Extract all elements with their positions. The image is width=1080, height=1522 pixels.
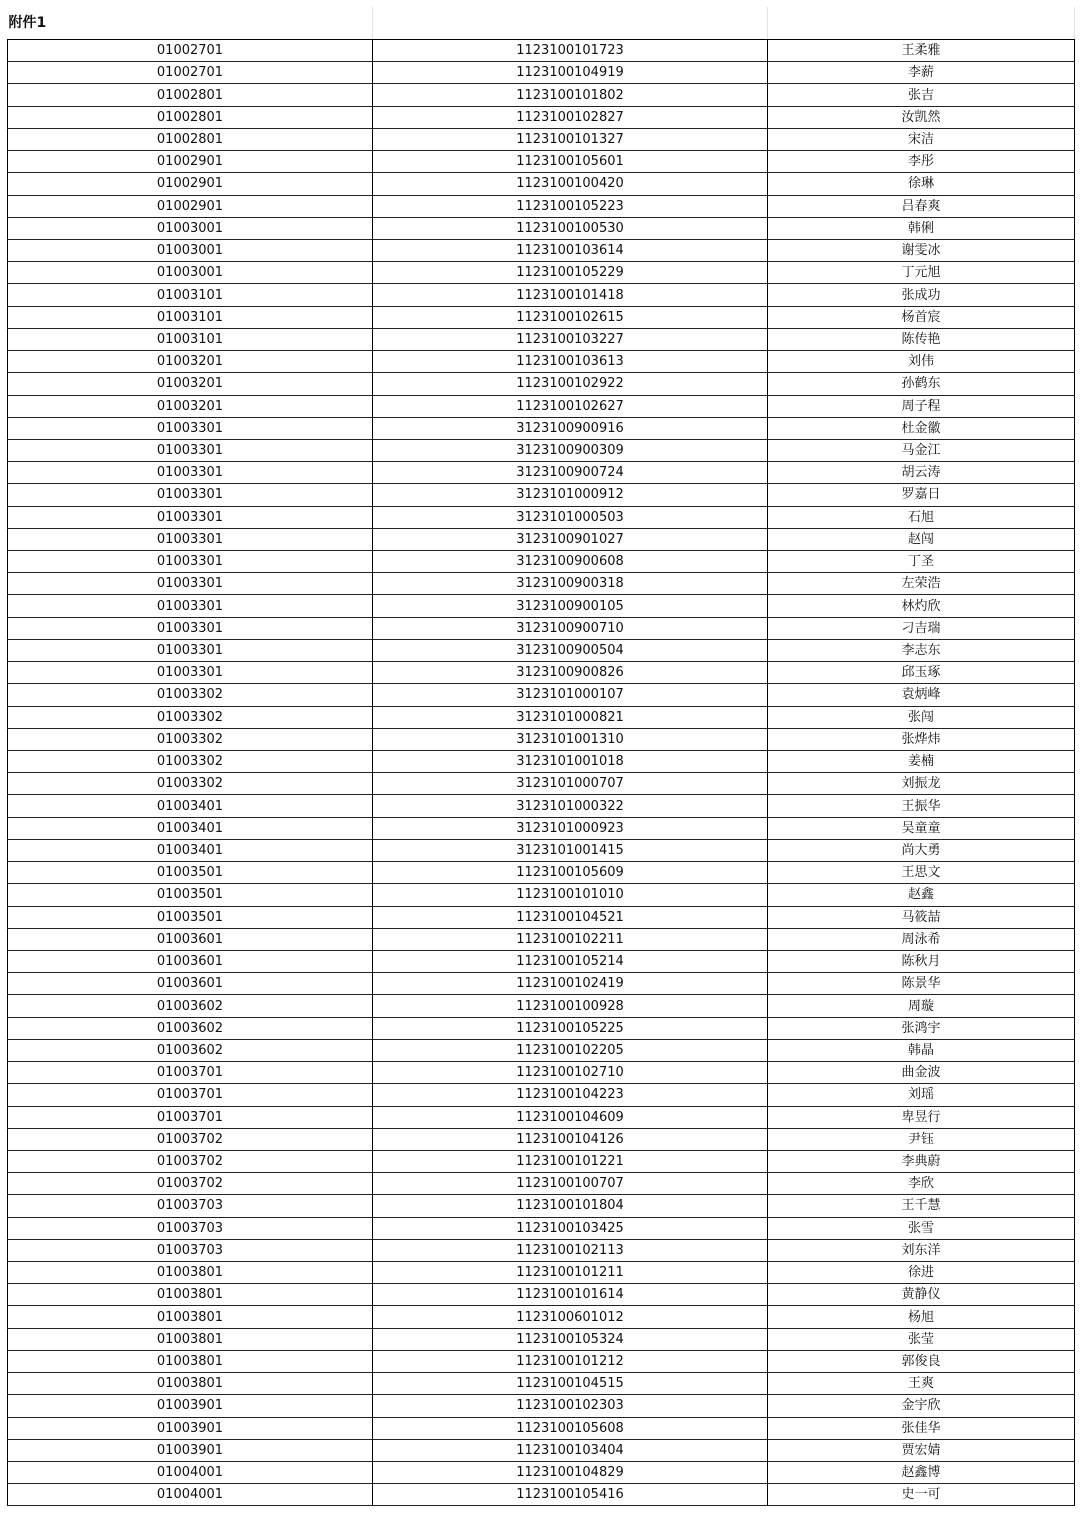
- sheet-title[interactable]: 附件1: [8, 7, 373, 40]
- table-row: [8, 1106, 1075, 1128]
- code-cell[interactable]: 01003201: [8, 351, 373, 373]
- name-cell[interactable]: 丁圣: [768, 551, 1075, 573]
- table-row: [8, 817, 1075, 839]
- code-cell[interactable]: 01003302: [8, 728, 373, 750]
- code-cell[interactable]: 01002701: [8, 62, 373, 84]
- id-cell[interactable]: 3123100900504: [373, 639, 768, 661]
- name-cell[interactable]: 左荣浩: [768, 573, 1075, 595]
- code-cell[interactable]: 01003302: [8, 706, 373, 728]
- id-cell[interactable]: 1123100104126: [373, 1128, 768, 1150]
- name-cell[interactable]: 张莹: [768, 1328, 1075, 1350]
- code-cell[interactable]: 01003703: [8, 1239, 373, 1261]
- id-cell[interactable]: 1123100102211: [373, 928, 768, 950]
- id-cell[interactable]: 3123100900608: [373, 551, 768, 573]
- name-cell[interactable]: 刘振龙: [768, 773, 1075, 795]
- code-cell[interactable]: 01003602: [8, 1017, 373, 1039]
- name-cell[interactable]: 王千慧: [768, 1195, 1075, 1217]
- id-cell[interactable]: 3123101000707: [373, 773, 768, 795]
- table-row: [8, 973, 1075, 995]
- table-row: [8, 795, 1075, 817]
- name-cell[interactable]: 胡云涛: [768, 462, 1075, 484]
- id-cell[interactable]: 1123100601012: [373, 1306, 768, 1328]
- table-row: [8, 995, 1075, 1017]
- id-cell[interactable]: 1123100104521: [373, 906, 768, 928]
- code-cell[interactable]: 01003301: [8, 484, 373, 506]
- id-cell[interactable]: 1123100103613: [373, 351, 768, 373]
- code-cell[interactable]: 01003501: [8, 906, 373, 928]
- id-cell[interactable]: 3123101000912: [373, 484, 768, 506]
- id-cell[interactable]: 1123100101614: [373, 1284, 768, 1306]
- table-row: [8, 173, 1075, 195]
- name-cell[interactable]: 杨首宸: [768, 306, 1075, 328]
- table-row: [8, 128, 1075, 150]
- code-cell[interactable]: 01003601: [8, 950, 373, 972]
- code-cell[interactable]: 01003302: [8, 773, 373, 795]
- name-cell[interactable]: 马金江: [768, 439, 1075, 461]
- id-cell[interactable]: 1123100105324: [373, 1328, 768, 1350]
- id-cell[interactable]: 1123100101723: [373, 40, 768, 62]
- code-cell[interactable]: 01003302: [8, 684, 373, 706]
- code-cell[interactable]: 01002901: [8, 195, 373, 217]
- table-row: [8, 1306, 1075, 1328]
- table-row: [8, 1150, 1075, 1172]
- name-cell[interactable]: 陈景华: [768, 973, 1075, 995]
- id-cell[interactable]: 1123100105416: [373, 1484, 768, 1506]
- name-cell[interactable]: 王柔雅: [768, 40, 1075, 62]
- code-cell[interactable]: 01003701: [8, 1106, 373, 1128]
- name-cell[interactable]: 汝凯然: [768, 106, 1075, 128]
- id-cell[interactable]: 3123100900105: [373, 595, 768, 617]
- table-row: [8, 40, 1075, 62]
- name-cell[interactable]: 黄静仪: [768, 1284, 1075, 1306]
- table-row: [8, 1417, 1075, 1439]
- id-cell[interactable]: 1123100105225: [373, 1017, 768, 1039]
- code-cell[interactable]: 01002901: [8, 173, 373, 195]
- table-row: [8, 773, 1075, 795]
- table-row: [8, 84, 1075, 106]
- name-cell[interactable]: 陈传艳: [768, 328, 1075, 350]
- code-cell[interactable]: 01003301: [8, 551, 373, 573]
- code-cell[interactable]: 01003401: [8, 839, 373, 861]
- table-row: [8, 1262, 1075, 1284]
- name-cell[interactable]: 吴童童: [768, 817, 1075, 839]
- table-row: [8, 195, 1075, 217]
- table-row: [8, 1217, 1075, 1239]
- code-cell[interactable]: 01003201: [8, 395, 373, 417]
- name-cell[interactable]: 谢雯冰: [768, 239, 1075, 261]
- code-cell[interactable]: 01003702: [8, 1150, 373, 1172]
- code-cell[interactable]: 01003702: [8, 1173, 373, 1195]
- id-cell[interactable]: 1123100102303: [373, 1395, 768, 1417]
- table-row: [8, 662, 1075, 684]
- name-cell[interactable]: 李欣: [768, 1173, 1075, 1195]
- id-cell[interactable]: 1123100101221: [373, 1150, 768, 1172]
- code-cell[interactable]: 01003901: [8, 1417, 373, 1439]
- table-body: [8, 7, 1075, 1506]
- name-cell[interactable]: 邱玉琢: [768, 662, 1075, 684]
- table-row: [8, 1484, 1075, 1506]
- id-cell[interactable]: 1123100105609: [373, 862, 768, 884]
- name-cell[interactable]: 丁元旭: [768, 262, 1075, 284]
- name-cell[interactable]: 宋洁: [768, 128, 1075, 150]
- code-cell[interactable]: 01002801: [8, 106, 373, 128]
- code-cell[interactable]: 01003801: [8, 1262, 373, 1284]
- code-cell[interactable]: 01003702: [8, 1128, 373, 1150]
- name-cell[interactable]: 李志东: [768, 639, 1075, 661]
- id-cell[interactable]: 3123101000503: [373, 506, 768, 528]
- code-cell[interactable]: 01003501: [8, 884, 373, 906]
- id-cell[interactable]: 1123100101802: [373, 84, 768, 106]
- id-cell[interactable]: 1123100104515: [373, 1373, 768, 1395]
- name-cell[interactable]: 周泳希: [768, 928, 1075, 950]
- code-cell[interactable]: 01003001: [8, 239, 373, 261]
- table-row: [8, 884, 1075, 906]
- table-row: [8, 751, 1075, 773]
- table-row: [8, 506, 1075, 528]
- id-cell[interactable]: 3123101000322: [373, 795, 768, 817]
- name-cell[interactable]: 李彤: [768, 151, 1075, 173]
- id-cell[interactable]: 1123100100420: [373, 173, 768, 195]
- table-row: [8, 1373, 1075, 1395]
- id-cell[interactable]: 3123101001310: [373, 728, 768, 750]
- table-row: [8, 1439, 1075, 1461]
- name-cell[interactable]: 郭俊良: [768, 1350, 1075, 1372]
- table-row: [8, 595, 1075, 617]
- name-cell[interactable]: 卑昱行: [768, 1106, 1075, 1128]
- name-cell[interactable]: 曲金波: [768, 1062, 1075, 1084]
- code-cell[interactable]: 01004001: [8, 1462, 373, 1484]
- id-cell[interactable]: 1123100103425: [373, 1217, 768, 1239]
- id-cell[interactable]: 1123100101010: [373, 884, 768, 906]
- table-row: [8, 639, 1075, 661]
- code-cell[interactable]: 01003801: [8, 1350, 373, 1372]
- name-cell[interactable]: 张鸿宇: [768, 1017, 1075, 1039]
- name-cell[interactable]: 王爽: [768, 1373, 1075, 1395]
- code-cell[interactable]: 01003301: [8, 506, 373, 528]
- table-row: [8, 906, 1075, 928]
- table-row: [8, 351, 1075, 373]
- table-row: [8, 373, 1075, 395]
- table-row: [8, 284, 1075, 306]
- name-cell[interactable]: 刘伟: [768, 351, 1075, 373]
- table-row: [8, 1084, 1075, 1106]
- id-cell[interactable]: 1123100101211: [373, 1262, 768, 1284]
- table-row: [8, 839, 1075, 861]
- table-row: [8, 62, 1075, 84]
- table-row: [8, 217, 1075, 239]
- id-cell[interactable]: 1123100105601: [373, 151, 768, 173]
- table-row: [8, 1039, 1075, 1061]
- id-cell[interactable]: 3123100900826: [373, 662, 768, 684]
- name-cell[interactable]: 李薪: [768, 62, 1075, 84]
- id-cell[interactable]: 1123100101212: [373, 1350, 768, 1372]
- code-cell[interactable]: 01003101: [8, 328, 373, 350]
- id-cell[interactable]: 1123100104223: [373, 1084, 768, 1106]
- name-cell[interactable]: 王振华: [768, 795, 1075, 817]
- name-cell[interactable]: 陈秋月: [768, 950, 1075, 972]
- id-cell[interactable]: 3123101000923: [373, 817, 768, 839]
- table-row: [8, 617, 1075, 639]
- code-cell[interactable]: 01003301: [8, 595, 373, 617]
- name-cell[interactable]: 马筱喆: [768, 906, 1075, 928]
- id-cell[interactable]: 1123100105223: [373, 195, 768, 217]
- id-cell[interactable]: 1123100101804: [373, 1195, 768, 1217]
- name-cell[interactable]: 刘东洋: [768, 1239, 1075, 1261]
- table-row: [8, 239, 1075, 261]
- id-cell[interactable]: 1123100102419: [373, 973, 768, 995]
- table-row: [8, 862, 1075, 884]
- id-cell[interactable]: 1123100102615: [373, 306, 768, 328]
- table-row: [8, 1328, 1075, 1350]
- table-row: [8, 1462, 1075, 1484]
- id-cell[interactable]: 1123100105229: [373, 262, 768, 284]
- name-cell[interactable]: 张成功: [768, 284, 1075, 306]
- table-row: [8, 1284, 1075, 1306]
- table-row: [8, 484, 1075, 506]
- table-row: [8, 462, 1075, 484]
- name-cell[interactable]: 徐琳: [768, 173, 1075, 195]
- empty-cell[interactable]: [768, 7, 1075, 40]
- code-cell[interactable]: 01003801: [8, 1373, 373, 1395]
- name-cell[interactable]: 林灼欣: [768, 595, 1075, 617]
- table-row: [8, 1128, 1075, 1150]
- name-cell[interactable]: 张吉: [768, 84, 1075, 106]
- table-row: [8, 1350, 1075, 1372]
- name-cell[interactable]: 韩晶: [768, 1039, 1075, 1061]
- name-cell[interactable]: 袁炳峰: [768, 684, 1075, 706]
- id-cell[interactable]: 1123100103404: [373, 1439, 768, 1461]
- table-row: [8, 151, 1075, 173]
- id-cell[interactable]: 3123100901027: [373, 528, 768, 550]
- id-cell[interactable]: 1123100105214: [373, 950, 768, 972]
- name-cell[interactable]: 金宇欣: [768, 1395, 1075, 1417]
- name-cell[interactable]: 石旭: [768, 506, 1075, 528]
- code-cell[interactable]: 01002701: [8, 40, 373, 62]
- table-row: [8, 1062, 1075, 1084]
- code-cell[interactable]: 01003301: [8, 617, 373, 639]
- table-row: [8, 417, 1075, 439]
- table-row: [8, 1017, 1075, 1039]
- name-cell[interactable]: 李典蔚: [768, 1150, 1075, 1172]
- id-cell[interactable]: 1123100104829: [373, 1462, 768, 1484]
- code-cell[interactable]: 01003801: [8, 1328, 373, 1350]
- code-cell[interactable]: 01002801: [8, 128, 373, 150]
- code-cell[interactable]: 01003901: [8, 1439, 373, 1461]
- id-cell[interactable]: 3123101001415: [373, 839, 768, 861]
- code-cell[interactable]: 01004001: [8, 1484, 373, 1506]
- id-cell[interactable]: 1123100101418: [373, 284, 768, 306]
- code-cell[interactable]: 01003301: [8, 639, 373, 661]
- id-cell[interactable]: 1123100102710: [373, 1062, 768, 1084]
- code-cell[interactable]: 01003801: [8, 1306, 373, 1328]
- name-cell[interactable]: 张雪: [768, 1217, 1075, 1239]
- name-cell[interactable]: 吕春爽: [768, 195, 1075, 217]
- id-cell[interactable]: 3123101000107: [373, 684, 768, 706]
- name-cell[interactable]: 徐进: [768, 1262, 1075, 1284]
- id-cell[interactable]: 3123101001018: [373, 751, 768, 773]
- name-cell[interactable]: 赵鑫: [768, 884, 1075, 906]
- code-cell[interactable]: 01003703: [8, 1195, 373, 1217]
- table-row: [8, 439, 1075, 461]
- code-cell[interactable]: 01003703: [8, 1217, 373, 1239]
- name-cell[interactable]: 韩俐: [768, 217, 1075, 239]
- empty-cell[interactable]: [373, 7, 768, 40]
- code-cell[interactable]: 01003301: [8, 528, 373, 550]
- table-row: [8, 306, 1075, 328]
- code-cell[interactable]: 01003401: [8, 795, 373, 817]
- name-cell[interactable]: 张闯: [768, 706, 1075, 728]
- code-cell[interactable]: 01003101: [8, 284, 373, 306]
- code-cell[interactable]: 01003001: [8, 217, 373, 239]
- table-row: [8, 728, 1075, 750]
- table-row: [8, 928, 1075, 950]
- name-cell[interactable]: 周璇: [768, 995, 1075, 1017]
- id-cell[interactable]: 3123100900309: [373, 439, 768, 461]
- name-cell[interactable]: 刘瑶: [768, 1084, 1075, 1106]
- name-cell[interactable]: 罗嘉日: [768, 484, 1075, 506]
- code-cell[interactable]: 01003401: [8, 817, 373, 839]
- code-cell[interactable]: 01003201: [8, 373, 373, 395]
- table-row: [8, 1239, 1075, 1261]
- code-cell[interactable]: 01003501: [8, 862, 373, 884]
- id-cell[interactable]: 1123100103227: [373, 328, 768, 350]
- code-cell[interactable]: 01003801: [8, 1284, 373, 1306]
- code-cell[interactable]: 01003101: [8, 306, 373, 328]
- name-cell[interactable]: 杨旭: [768, 1306, 1075, 1328]
- table-row: [8, 328, 1075, 350]
- table-row: [8, 1173, 1075, 1195]
- id-cell[interactable]: 3123101000821: [373, 706, 768, 728]
- code-cell[interactable]: 01003602: [8, 1039, 373, 1061]
- table-row: [8, 528, 1075, 550]
- code-cell[interactable]: 01002901: [8, 151, 373, 173]
- id-cell[interactable]: 1123100101327: [373, 128, 768, 150]
- table-row: [8, 262, 1075, 284]
- code-cell[interactable]: 01003301: [8, 662, 373, 684]
- table-row: [8, 395, 1075, 417]
- name-cell[interactable]: 史一可: [768, 1484, 1075, 1506]
- table-row: [8, 573, 1075, 595]
- code-cell[interactable]: 01003701: [8, 1084, 373, 1106]
- name-cell[interactable]: 张佳华: [768, 1417, 1075, 1439]
- code-cell[interactable]: 01003301: [8, 439, 373, 461]
- code-cell[interactable]: 01003301: [8, 573, 373, 595]
- code-cell[interactable]: 01003601: [8, 928, 373, 950]
- id-cell[interactable]: 1123100104609: [373, 1106, 768, 1128]
- table-row: [8, 950, 1075, 972]
- code-cell[interactable]: 01003601: [8, 973, 373, 995]
- name-cell[interactable]: 张烨炜: [768, 728, 1075, 750]
- id-cell[interactable]: 3123100900318: [373, 573, 768, 595]
- code-cell[interactable]: 01002801: [8, 84, 373, 106]
- table-row: [8, 684, 1075, 706]
- name-cell[interactable]: 王思文: [768, 862, 1075, 884]
- table-row: [8, 706, 1075, 728]
- title-row: [8, 7, 1075, 40]
- table-row: [8, 1395, 1075, 1417]
- id-cell[interactable]: 1123100100707: [373, 1173, 768, 1195]
- name-cell[interactable]: 孙鹤东: [768, 373, 1075, 395]
- name-cell[interactable]: 姜楠: [768, 751, 1075, 773]
- id-cell[interactable]: 1123100102205: [373, 1039, 768, 1061]
- id-cell[interactable]: 1123100100530: [373, 217, 768, 239]
- name-cell[interactable]: 赵鑫博: [768, 1462, 1075, 1484]
- name-cell[interactable]: 尚大勇: [768, 839, 1075, 861]
- id-cell[interactable]: 1123100104919: [373, 62, 768, 84]
- name-cell[interactable]: 刁吉瑞: [768, 617, 1075, 639]
- code-cell[interactable]: 01003301: [8, 462, 373, 484]
- id-cell[interactable]: 1123100103614: [373, 239, 768, 261]
- id-cell[interactable]: 1123100102627: [373, 395, 768, 417]
- id-cell[interactable]: 1123100100928: [373, 995, 768, 1017]
- code-cell[interactable]: 01003701: [8, 1062, 373, 1084]
- name-cell[interactable]: 贾宏婧: [768, 1439, 1075, 1461]
- id-cell[interactable]: 1123100102113: [373, 1239, 768, 1261]
- code-cell[interactable]: 01003602: [8, 995, 373, 1017]
- name-cell[interactable]: 周子程: [768, 395, 1075, 417]
- id-cell[interactable]: 1123100102827: [373, 106, 768, 128]
- code-cell[interactable]: 01003001: [8, 262, 373, 284]
- code-cell[interactable]: 01003901: [8, 1395, 373, 1417]
- id-cell[interactable]: 3123100900710: [373, 617, 768, 639]
- id-cell[interactable]: 3123100900916: [373, 417, 768, 439]
- name-cell[interactable]: 杜金徽: [768, 417, 1075, 439]
- id-cell[interactable]: 3123100900724: [373, 462, 768, 484]
- table-row: [8, 551, 1075, 573]
- table-row: [8, 1195, 1075, 1217]
- id-cell[interactable]: 1123100102922: [373, 373, 768, 395]
- name-cell[interactable]: 尹钰: [768, 1128, 1075, 1150]
- id-cell[interactable]: 1123100105608: [373, 1417, 768, 1439]
- data-table: [7, 7, 1075, 1506]
- table-row: [8, 106, 1075, 128]
- code-cell[interactable]: 01003301: [8, 417, 373, 439]
- name-cell[interactable]: 赵闯: [768, 528, 1075, 550]
- code-cell[interactable]: 01003302: [8, 751, 373, 773]
